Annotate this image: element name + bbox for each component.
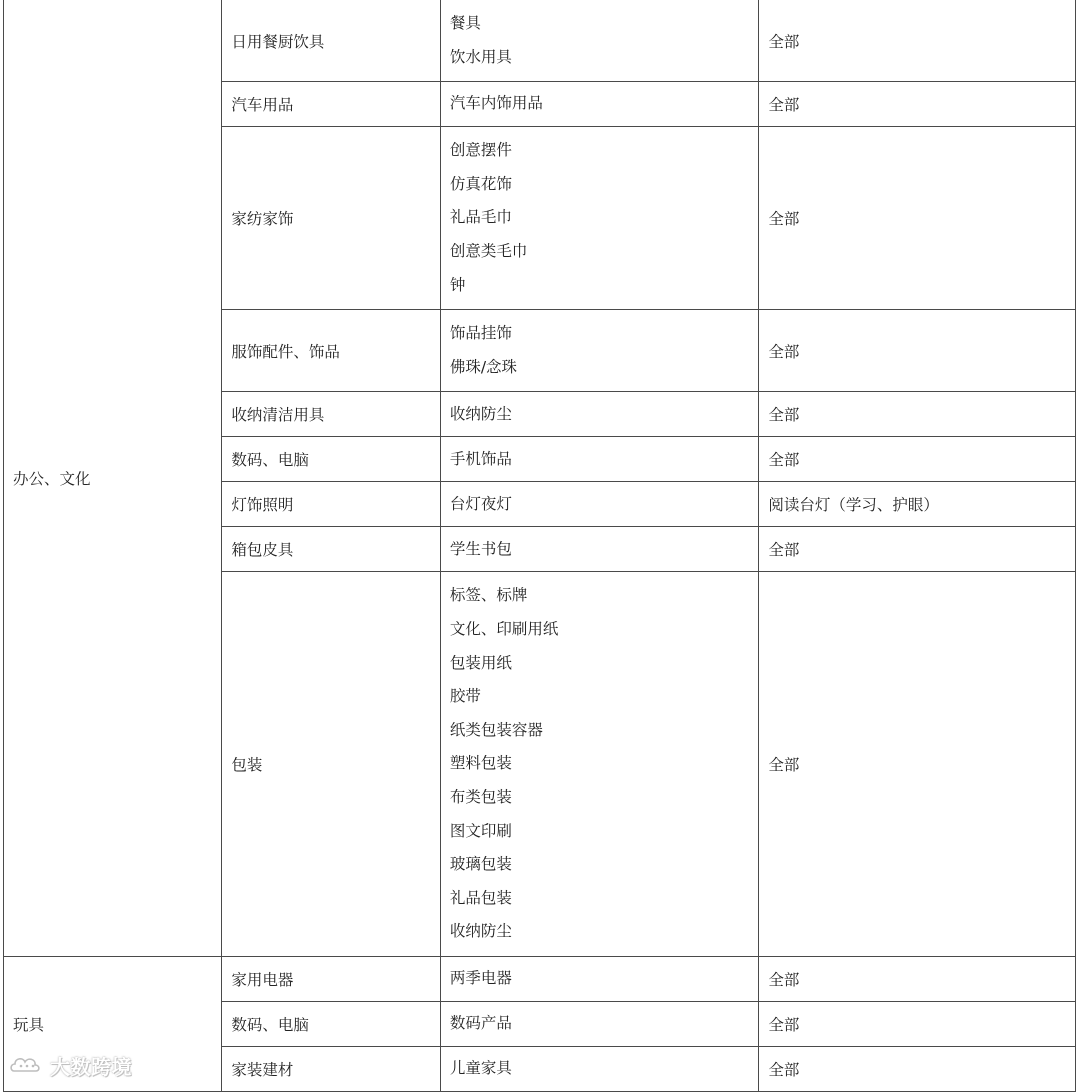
item-text: 数码产品	[449, 1014, 512, 1033]
watermark-text: 大数跨境	[50, 1054, 132, 1079]
subcategory-cell: 服饰配件、饰品	[222, 310, 440, 392]
item-text: 包装用纸	[449, 653, 512, 672]
scope-cell: 全部	[759, 310, 1076, 392]
watermark	[8, 1050, 148, 1080]
item-text: 纸类包装容器	[449, 720, 543, 739]
scope-cell: 全部	[759, 1046, 1076, 1091]
items-cell	[440, 1001, 759, 1046]
item-text: 收纳防尘	[449, 404, 512, 423]
subcategory-cell: 家装建材	[222, 1046, 440, 1091]
item-text: 礼品包装	[449, 888, 512, 907]
item-text: 礼品毛巾	[449, 208, 512, 227]
item-text: 两季电器	[449, 969, 512, 988]
scope-cell: 全部	[759, 1001, 1076, 1046]
item-text: 佛珠/念珠	[449, 357, 518, 376]
items-cell	[440, 310, 759, 392]
subcategory-cell: 收纳清洁用具	[222, 392, 440, 437]
item-text: 创意摆件	[449, 141, 512, 160]
subcategory-cell: 家用电器	[222, 956, 440, 1001]
item-text: 收纳防尘	[449, 922, 512, 941]
item-text: 胶带	[449, 687, 481, 706]
subcategory-cell: 日用餐厨饮具	[222, 0, 440, 82]
subcategory-cell: 数码、电脑	[222, 1001, 440, 1046]
item-text: 饰品挂饰	[449, 324, 512, 343]
category-cell: 玩具	[4, 956, 222, 1091]
item-text: 文化、印刷用纸	[449, 619, 559, 638]
scope-cell: 全部	[759, 127, 1076, 310]
item-text: 图文印刷	[449, 821, 512, 840]
scope-cell: 阅读台灯（学习、护眼）	[759, 482, 1076, 527]
item-text: 钟	[449, 275, 466, 294]
category-table	[3, 0, 1076, 1092]
item-text: 汽车内饰用品	[449, 94, 543, 113]
items-cell	[440, 482, 759, 527]
scope-cell: 全部	[759, 527, 1076, 572]
scope-cell: 全部	[759, 572, 1076, 957]
table-row	[4, 956, 1076, 1001]
scope-cell: 全部	[759, 437, 1076, 482]
item-text: 手机饰品	[449, 449, 512, 468]
subcategory-cell: 箱包皮具	[222, 527, 440, 572]
items-cell	[440, 392, 759, 437]
item-text: 仿真花饰	[449, 174, 512, 193]
item-text: 学生书包	[449, 539, 512, 558]
table-row	[4, 0, 1076, 82]
table-body	[4, 0, 1076, 1091]
category-cell: 办公、文化	[4, 0, 222, 956]
item-text: 台灯夜灯	[449, 494, 512, 513]
subcategory-cell: 家纺家饰	[222, 127, 440, 310]
subcategory-cell: 汽车用品	[222, 82, 440, 127]
cloud-logo-icon	[8, 1053, 44, 1077]
items-cell	[440, 0, 759, 82]
item-text: 餐具	[449, 14, 481, 32]
item-text: 饮水用具	[449, 47, 512, 66]
item-text: 标签、标牌	[449, 586, 528, 605]
items-cell	[440, 572, 759, 957]
items-cell	[440, 437, 759, 482]
scope-cell: 全部	[759, 392, 1076, 437]
subcategory-cell: 包装	[222, 572, 440, 957]
items-cell	[440, 956, 759, 1001]
scope-cell: 全部	[759, 0, 1076, 82]
subcategory-cell: 灯饰照明	[222, 482, 440, 527]
item-text: 创意类毛巾	[449, 241, 528, 260]
item-text: 布类包装	[449, 787, 512, 806]
item-text: 儿童家具	[449, 1059, 512, 1078]
scope-cell: 全部	[759, 956, 1076, 1001]
items-cell	[440, 127, 759, 310]
scope-cell: 全部	[759, 82, 1076, 127]
subcategory-cell: 数码、电脑	[222, 437, 440, 482]
item-text: 玻璃包装	[449, 855, 512, 874]
item-text: 塑料包装	[449, 754, 512, 773]
items-cell	[440, 527, 759, 572]
items-cell	[440, 82, 759, 127]
